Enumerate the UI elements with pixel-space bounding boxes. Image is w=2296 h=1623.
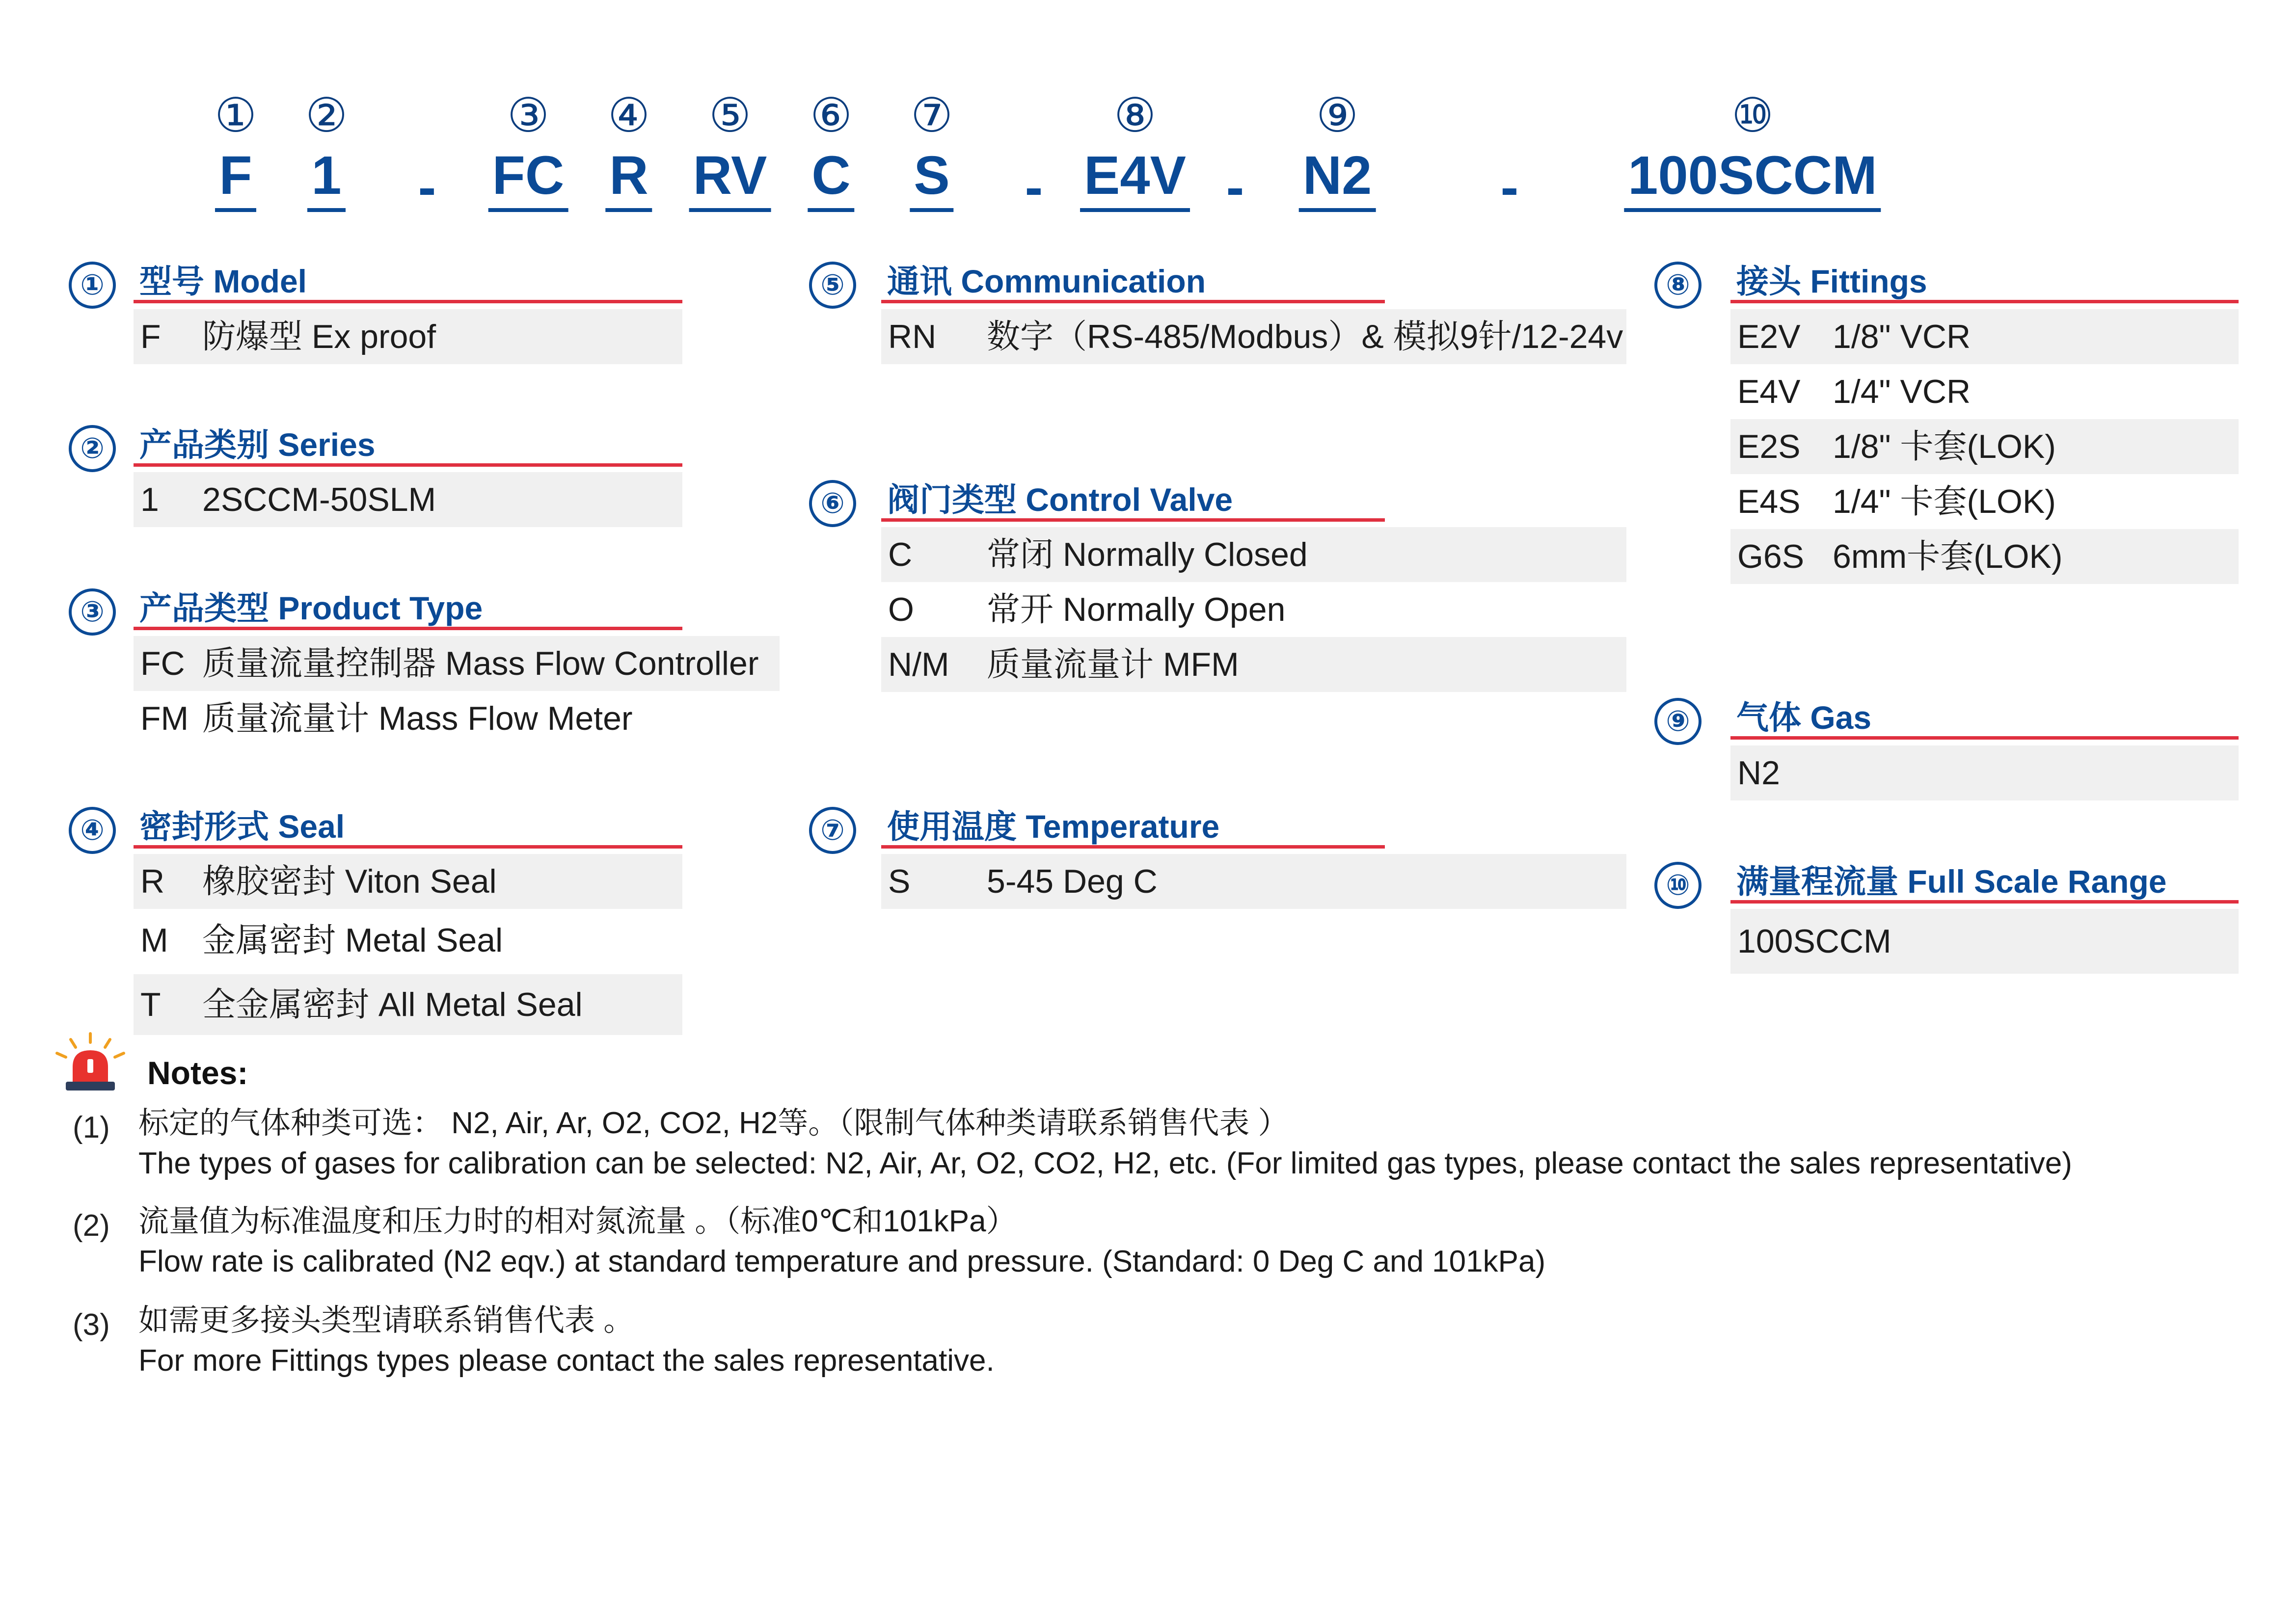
section-number: ① <box>69 262 116 309</box>
section-title: 阀门类型 Control Valve <box>881 478 1385 522</box>
option-row <box>881 309 1626 364</box>
code-value: E4V <box>1080 146 1190 212</box>
option-code: FM <box>140 700 189 737</box>
code-separator: - <box>1025 157 1043 217</box>
option-row <box>134 854 682 909</box>
option-row <box>1730 309 2239 364</box>
section-number: ⑤ <box>809 262 856 309</box>
option-desc: 质量流量计 MFM <box>987 646 1239 683</box>
section-title: 产品类别 Series <box>134 423 682 467</box>
code-index: ① <box>214 88 257 143</box>
section-title: 型号 Model <box>134 259 682 303</box>
code-segment-8 <box>1080 88 1190 212</box>
code-value: N2 <box>1299 146 1376 212</box>
section-title: 密封形式 Seal <box>134 804 682 849</box>
option-desc: 1/8" VCR <box>1833 318 1971 355</box>
option-code: G6S <box>1737 538 1805 575</box>
code-value: R <box>605 146 652 212</box>
option-row <box>1730 745 2239 800</box>
code-value: FC <box>488 146 568 212</box>
code-value: C <box>808 146 854 212</box>
option-desc: 5-45 Deg C <box>987 863 1158 900</box>
option-code: 100SCCM <box>1737 923 1891 960</box>
option-code: RN <box>888 318 937 355</box>
option-code: N/M <box>888 646 949 683</box>
code-segment-1 <box>215 88 257 212</box>
option-code: N2 <box>1737 754 1780 792</box>
note-number: (3) <box>73 1308 110 1342</box>
option-row <box>881 527 1626 582</box>
note-en: For more Fittings types please contact the sales representative. <box>138 1344 995 1378</box>
section-number: ③ <box>69 588 116 636</box>
note-number: (1) <box>73 1111 110 1144</box>
option-desc: 1/4" VCR <box>1833 373 1971 410</box>
code-index: ⑩ <box>1731 88 1774 143</box>
option-desc: 数字（RS-485/Modbus）& 模拟9针/12-24v <box>987 318 1623 355</box>
code-value: F <box>215 146 256 212</box>
option-row <box>1730 364 2239 419</box>
section-number: ⑨ <box>1654 698 1702 745</box>
option-desc: 橡胶密封 Viton Seal <box>202 863 497 900</box>
code-separator: - <box>1500 157 1519 217</box>
code-separator: - <box>418 157 436 217</box>
section-number: ② <box>69 425 116 472</box>
option-row <box>134 309 682 364</box>
code-segment-5 <box>689 88 771 212</box>
option-code: S <box>888 863 911 900</box>
option-row <box>881 582 1626 637</box>
code-index: ⑦ <box>910 88 953 143</box>
code-segment-7 <box>910 88 953 212</box>
option-code: T <box>140 986 161 1023</box>
option-row <box>1730 419 2239 474</box>
option-row <box>881 854 1626 909</box>
section-number: ⑥ <box>809 480 856 527</box>
code-index: ④ <box>607 88 650 143</box>
option-code: O <box>888 591 914 628</box>
section-title: 使用温度 Temperature <box>881 804 1385 849</box>
code-value: 1 <box>307 146 345 212</box>
section-number: ⑩ <box>1654 862 1702 909</box>
code-separator: - <box>1226 157 1244 217</box>
option-row <box>1730 474 2239 529</box>
section-title: 满量程流量 Full Scale Range <box>1730 859 2239 904</box>
note-cn: 流量值为标准温度和压力时的相对氮流量 。（标准0℃和101kPa） <box>138 1204 1017 1238</box>
code-segment-2 <box>305 88 348 212</box>
option-desc: 质量流量计 Mass Flow Meter <box>202 700 633 737</box>
note-en: Flow rate is calibrated (N2 eqv.) at standard temperature and pressure. (Standard: 0 Deg C and 101kPa) <box>138 1245 1546 1278</box>
section-number: ⑧ <box>1654 262 1702 309</box>
option-desc: 1/4" 卡套(LOK) <box>1833 483 2056 520</box>
option-desc: 全金属密封 All Metal Seal <box>202 986 583 1023</box>
section-title: 通讯 Communication <box>881 259 1385 303</box>
option-code: F <box>140 318 161 355</box>
option-code: E4S <box>1737 483 1801 520</box>
option-desc: 质量流量控制器 Mass Flow Controller <box>202 645 759 682</box>
code-segment-6 <box>808 88 854 212</box>
option-desc: 2SCCM-50SLM <box>202 481 436 518</box>
option-desc: 防爆型 Ex proof <box>202 318 436 355</box>
option-row <box>1730 529 2239 584</box>
option-desc: 1/8" 卡套(LOK) <box>1833 428 2056 465</box>
code-index: ⑥ <box>810 88 853 143</box>
section-title: 产品类型 Product Type <box>134 586 682 630</box>
option-code: E2S <box>1737 428 1801 465</box>
code-segment-10 <box>1624 88 1881 212</box>
code-index: ⑨ <box>1316 88 1359 143</box>
option-code: C <box>888 536 913 573</box>
note-cn: 标定的气体种类可选： N2, Air, Ar, O2, CO2, H2等。（限制气体种类请联系销售代表 ） <box>138 1106 1289 1140</box>
section-title: 气体 Gas <box>1730 695 2239 740</box>
option-row <box>134 913 682 968</box>
code-index: ⑤ <box>708 88 752 143</box>
code-value: S <box>910 146 953 212</box>
option-code: R <box>140 863 165 900</box>
option-code: E4V <box>1737 373 1801 410</box>
section-number: ⑦ <box>809 807 856 854</box>
option-code: 1 <box>140 481 159 518</box>
note-en: The types of gases for calibration can be selected: N2, Air, Ar, O2, CO2, H2, etc. (For limited gas types, please contact the sales representative) <box>138 1146 2072 1180</box>
option-row <box>1730 909 2239 974</box>
note-cn: 如需更多接头类型请联系销售代表 。 <box>138 1304 634 1337</box>
option-desc: 6mm卡套(LOK) <box>1833 538 2063 575</box>
notes-title: Notes: <box>147 1055 248 1091</box>
option-row <box>134 691 780 746</box>
code-value: 100SCCM <box>1624 146 1881 212</box>
note-number: (2) <box>73 1209 110 1243</box>
option-code: FC <box>140 645 185 682</box>
option-row <box>134 636 780 691</box>
code-segment-4 <box>605 88 652 212</box>
code-index: ② <box>305 88 348 143</box>
section-title: 接头 Fittings <box>1730 259 2239 303</box>
code-segment-3 <box>488 88 568 212</box>
option-desc: 常开 Normally Open <box>987 591 1286 628</box>
option-desc: 金属密封 Metal Seal <box>202 922 503 959</box>
option-desc: 常闭 Normally Closed <box>987 536 1308 573</box>
option-row <box>134 472 682 527</box>
alarm-light-icon <box>51 1031 130 1094</box>
option-row <box>134 974 682 1035</box>
code-segment-9 <box>1299 88 1376 212</box>
option-code: E2V <box>1737 318 1801 355</box>
code-index: ⑧ <box>1113 88 1157 143</box>
option-row <box>881 637 1626 692</box>
option-code: M <box>140 922 168 959</box>
code-value: RV <box>689 146 771 212</box>
code-index: ③ <box>507 88 550 143</box>
section-number: ④ <box>69 807 116 854</box>
